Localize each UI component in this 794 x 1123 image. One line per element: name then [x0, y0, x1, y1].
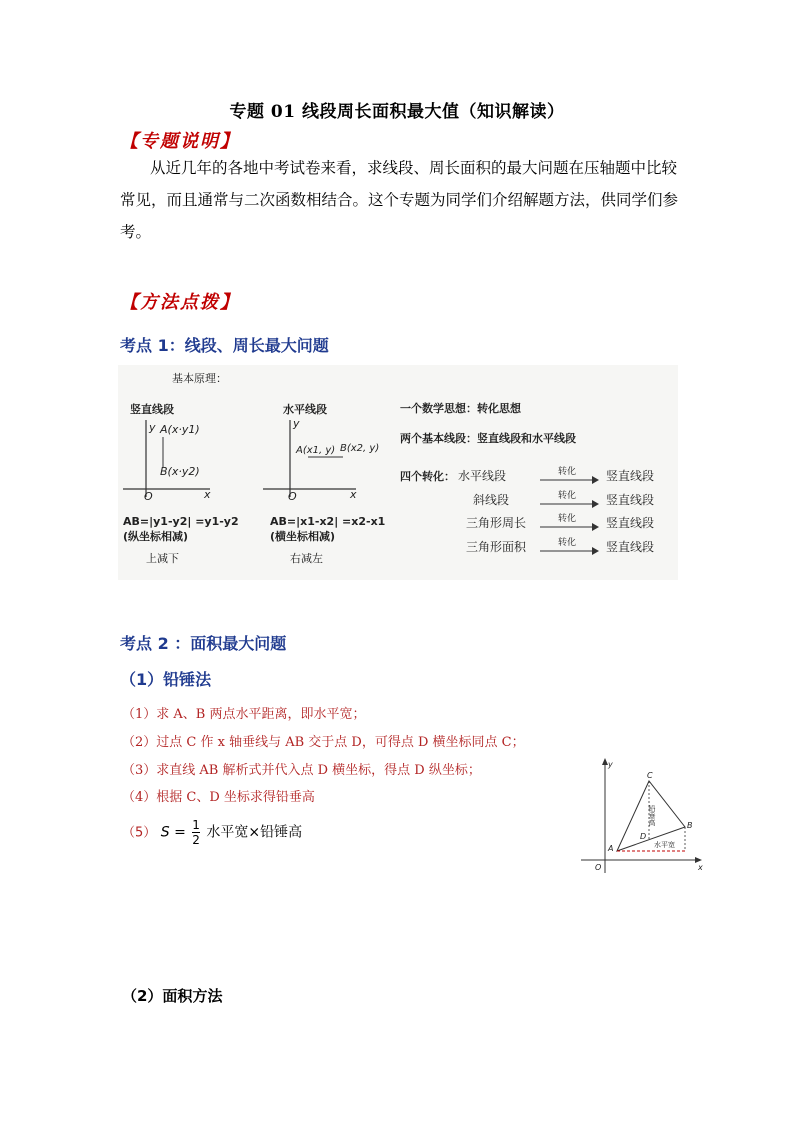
figure-plumb-triangle — [575, 755, 705, 880]
fig1-h-formula: AB=|x1-x2| =x2-x1 — [270, 515, 386, 528]
fig1-v-xlabel: x — [204, 488, 211, 501]
formula-numerator: 1 — [192, 818, 200, 832]
fig1-h-ylabel: y — [293, 417, 300, 430]
fig2-point-c: C — [647, 771, 653, 780]
conversion-to: 竖直线段 — [606, 540, 655, 554]
fig1-h-point-b: B(x2, y) — [340, 443, 380, 454]
area-formula — [122, 818, 302, 847]
fig1-vertical-heading: 竖直线段 — [130, 403, 174, 416]
step-item: （1）求 A、B 两点水平距离，即水平宽； — [122, 707, 366, 722]
intro-paragraph: 从近几年的各地中考试卷来看，求线段、周长面积的最大问题在压轴题中比较常见，而且通常与二次函数相结合。这个专题为同学们介绍解题方法，供同学们参考。 — [120, 159, 679, 241]
formula-lhs: S = — [160, 824, 186, 841]
conversion-to: 竖直线段 — [606, 493, 655, 507]
fig2-point-d: D — [640, 832, 647, 841]
fig1-h-rule: 右减左 — [290, 552, 323, 565]
section-heading-intro: 【专题说明】 — [120, 131, 240, 152]
fig1-v-point-a: A(x·y1) — [160, 423, 200, 436]
fig2-origin: O — [595, 863, 602, 872]
conversion-to: 竖直线段 — [606, 469, 655, 483]
fig2-vertical-label: 铅垂高 — [648, 805, 656, 826]
conversion-from: 水平线段 — [458, 469, 507, 483]
fig2-xlabel: x — [698, 863, 703, 872]
fig1-four-label: 四个转化： — [400, 470, 455, 483]
figure-basic-principle — [118, 365, 678, 580]
fig2-horizontal-label: 水平宽 — [654, 841, 675, 849]
subheading-plumb-method: （1）铅锤法 — [120, 670, 212, 689]
fig1-v-ylabel: y — [149, 421, 156, 434]
step-item: （2）过点 C 作 x 轴垂线与 AB 交于点 D，可得点 D 横坐标同点 C； — [122, 735, 525, 750]
fig1-basic-label: 基本原理： — [172, 372, 227, 385]
step-item: （4）根据 C、D 坐标求得铅垂高 — [122, 790, 315, 805]
conversion-arrow-label: 转化 — [558, 514, 577, 524]
fig1-idea-2: 两个基本线段：竖直线段和水平线段 — [400, 432, 576, 445]
formula-rhs: 水平宽×铅锤高 — [206, 824, 303, 841]
subheading-area-method: （2）面积方法 — [122, 987, 223, 1005]
conversion-arrow-label: 转化 — [558, 491, 577, 501]
kaodian-1-heading: 考点 1：线段、周长最大问题 — [120, 336, 329, 355]
formula-prefix: （5） — [122, 825, 157, 841]
step-item: （3）求直线 AB 解析式并代入点 D 横坐标，得点 D 纵坐标； — [122, 763, 481, 778]
fig1-v-point-b: B(x·y2) — [160, 465, 200, 478]
conversion-from: 三角形周长 — [466, 516, 527, 530]
fig1-h-origin: O — [288, 490, 297, 503]
fig1-h-note: (横坐标相减) — [270, 530, 336, 543]
conversion-arrow-label: 转化 — [558, 467, 577, 477]
fig1-v-note: (纵坐标相减) — [123, 530, 189, 543]
fig1-h-point-a: A(x1, y) — [296, 445, 336, 456]
fig2-point-b: B — [687, 821, 693, 830]
conversion-from: 三角形面积 — [466, 540, 527, 554]
kaodian-2-heading: 考点 2 ：面积最大问题 — [120, 634, 287, 653]
conversion-arrow-label: 转化 — [558, 538, 577, 548]
fig1-horizontal-heading: 水平线段 — [283, 403, 327, 416]
conversion-from: 斜线段 — [473, 493, 510, 507]
fig1-h-xlabel: x — [350, 488, 357, 501]
fig1-v-rule: 上减下 — [146, 552, 179, 565]
fig1-v-formula: AB=|y1-y2| =y1-y2 — [123, 515, 239, 528]
formula-fraction — [192, 818, 200, 847]
fig1-v-origin: O — [144, 490, 153, 503]
page-title: 专题 01 线段周长面积最大值（知识解读） — [229, 102, 565, 122]
formula-denominator: 2 — [192, 833, 200, 847]
fig2-point-a: A — [608, 844, 614, 853]
section-heading-method: 【方法点拨】 — [120, 292, 240, 313]
fig1-idea-1: 一个数学思想：转化思想 — [400, 402, 521, 415]
conversion-to: 竖直线段 — [606, 516, 655, 530]
fig2-ylabel: y — [608, 760, 613, 769]
